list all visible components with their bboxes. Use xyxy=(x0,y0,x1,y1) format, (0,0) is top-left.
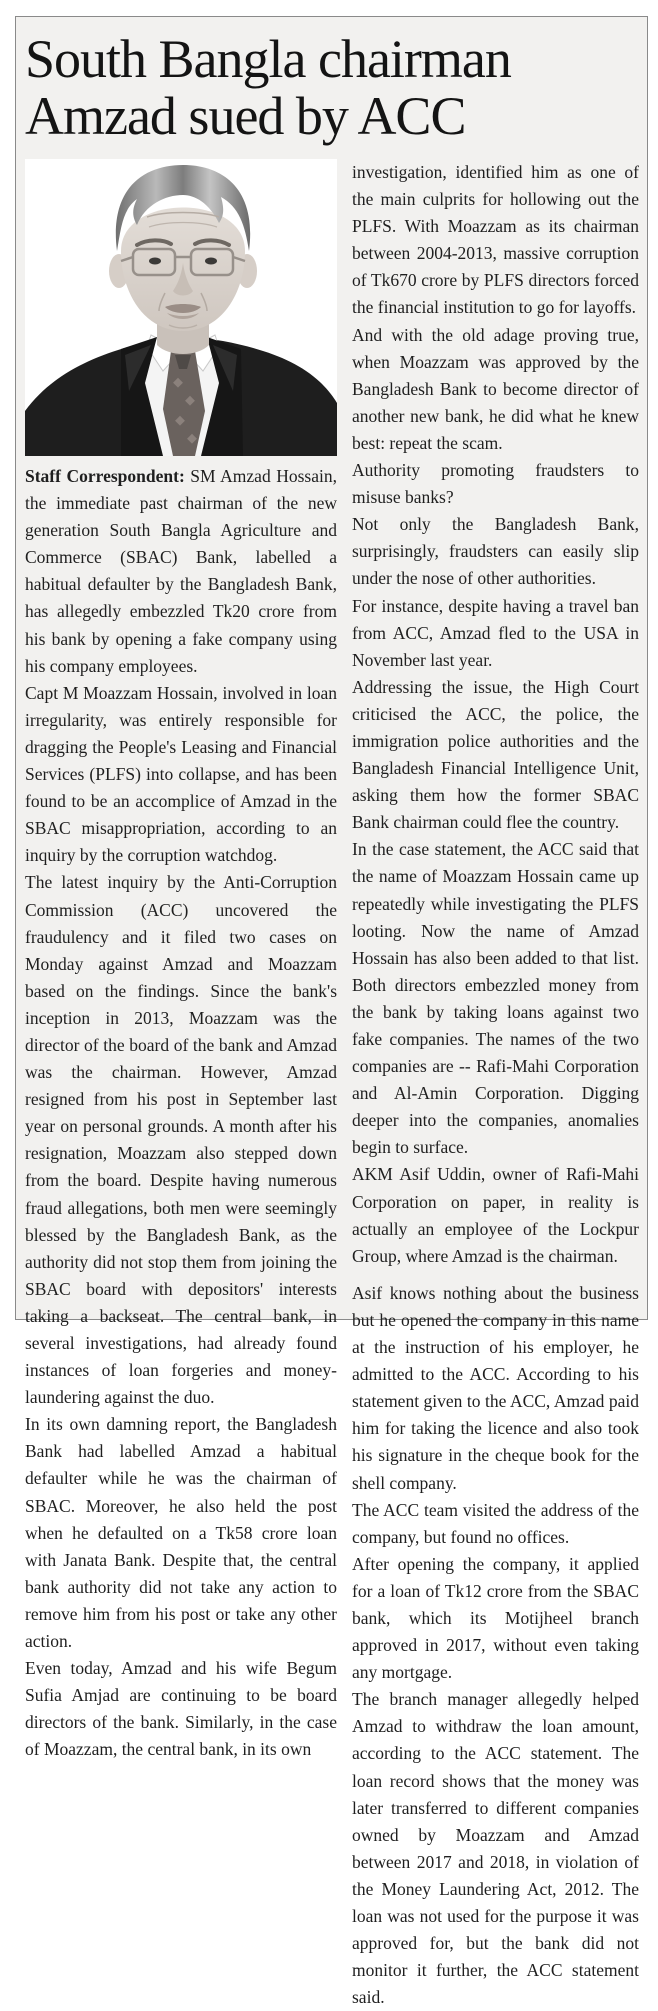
left-paragraphs xyxy=(25,680,337,1764)
lead-paragraph xyxy=(25,463,337,680)
lead-text: SM Amzad Hossain, the immediate past chairman of the new generation South Bangla Agriculture and Commerce (SBAC) Bank, labelled a habitual defaulter by the Bangladesh Bank, has allegedly embezzled Tk20 crore from his bank by opening a fake company using his company employees. xyxy=(25,466,337,676)
headline: South Bangla chairman Amzad sued by ACC xyxy=(25,29,511,146)
byline-label: Staff Correspondent: xyxy=(25,466,185,486)
article-paragraph: The branch manager allegedly helped Amzad to withdraw the loan amount, according to the ACC statement. The loan record shows that the money was later transferred to different companies owned by Moazzam and Amzad between 2017 and 2018, in violation of the Money Laundering Act, 2012. The loan was not used for the purpose it was approved for, but the bank did not monitor it further, the ACC statement said. xyxy=(352,1689,639,2008)
article-paragraph: investigation, identified him as one of the main culprits for hollowing out the PLFS. With Moazzam as its chairman between 2004-2013, massive corruption of Tk670 crore by PLFS directors forced the financial institution to go for layoffs. xyxy=(352,162,639,318)
article-paragraph: After opening the company, it applied for a loan of Tk12 crore from the SBAC bank, which its Motijheel branch approved in 2017, without even taking any mortgage. xyxy=(352,1553,639,1683)
article-paragraph: Not only the Bangladesh Bank, surprisingly, fraudsters can easily slip under the nose of other authorities. xyxy=(352,514,639,589)
article-paragraph: In its own damning report, the Bangladesh Bank had labelled Amzad a habitual defaulter while he was the chairman of SBAC. Moreover, he also held the post when he defaulted on a Tk58 crore loan with Janata Bank. Despite that, the central bank authority did not take any action to remove him from his post or take any other action. xyxy=(25,1414,337,1652)
article-paragraph: In the case statement, the ACC said that the name of Moazzam Hossain came up repeatedly while investigating the PLFS looting. Now the name of Amzad Hossain has also been added to that list. Both directors embezzled money from the bank by taking loans against two fake companies. The names of the two companies are -- Rafi-Mahi Corporation and Al-Amin Corporation. Digging deeper into the companies, anomalies begin to surface. xyxy=(352,839,639,1158)
portrait-photo-graphic xyxy=(25,159,337,456)
article-paragraph: Addressing the issue, the High Court criticised the ACC, the police, the immigration police authorities and the Bangladesh Financial Intelligence Unit, asking them how the former SBAC Bank chairman could flee the country. xyxy=(352,676,639,833)
article-columns xyxy=(16,159,647,2011)
newspaper-article xyxy=(15,16,648,2008)
article-paragraph: The latest inquiry by the Anti-Corruption Commission (ACC) uncovered the fraudulency and it filed two cases on Monday against Amzad and Moazzam based on the findings. Since the bank's inception in 2013, Moazzam was the director of the board of the bank and Amzad was the chairman. However, Amzad resigned from his post in September last year on personal grounds. A month after his resignation, Moazzam also stepped down from the board. Despite having numerous fraud allegations, both men were seemingly blessed by the Bangladesh Bank, as the authority did not stop them from joining the SBAC board with depositors' interests taking a backseat. The central bank, in several investigations, had already found instances of loan forgeries and money-laundering against the duo. xyxy=(25,872,337,1408)
right-column xyxy=(352,159,639,2011)
article-paragraph: Asif knows nothing about the business but he opened the company in this name at the instruction of his employer, he admitted to the ACC. According to his statement given to the ACC, Amzad paid him for taking the licence and also took his signature in the cheque book for the shell company. xyxy=(352,1282,639,1493)
article-paragraph: The ACC team visited the address of the company, but found no offices. xyxy=(352,1499,639,1547)
article-paragraph: AKM Asif Uddin, owner of Rafi-Mahi Corporation on paper, in reality is actually an employee of the Lockpur Group, where Amzad is the chairman. xyxy=(352,1164,639,1266)
article-paragraph: Even today, Amzad and his wife Begum Sufia Amjad are continuing to be board directors of the bank. Similarly, in the case of Moazzam, the central bank, in its own xyxy=(25,1658,337,1760)
article-paragraph: Capt M Moazzam Hossain, involved in loan irregularity, was entirely responsible for dragging the People's Leasing and Financial Services (PLFS) into collapse, and has been found to be an accomplice of Amzad in the SBAC misappropriation, according to an inquiry by the corruption watchdog. xyxy=(25,682,337,866)
article-paragraph: For instance, despite having a travel ban from ACC, Amzad fled to the USA in November last year. xyxy=(352,595,639,670)
portrait-photo xyxy=(25,159,337,456)
article-paragraph: Authority promoting fraudsters to misuse banks? xyxy=(352,460,639,508)
article-paragraph: And with the old adage proving true, when Moazzam was approved by the Bangladesh Bank to become director of another new bank, he did what he knew best: repeat the scam. xyxy=(352,324,639,453)
left-column xyxy=(25,159,337,2011)
